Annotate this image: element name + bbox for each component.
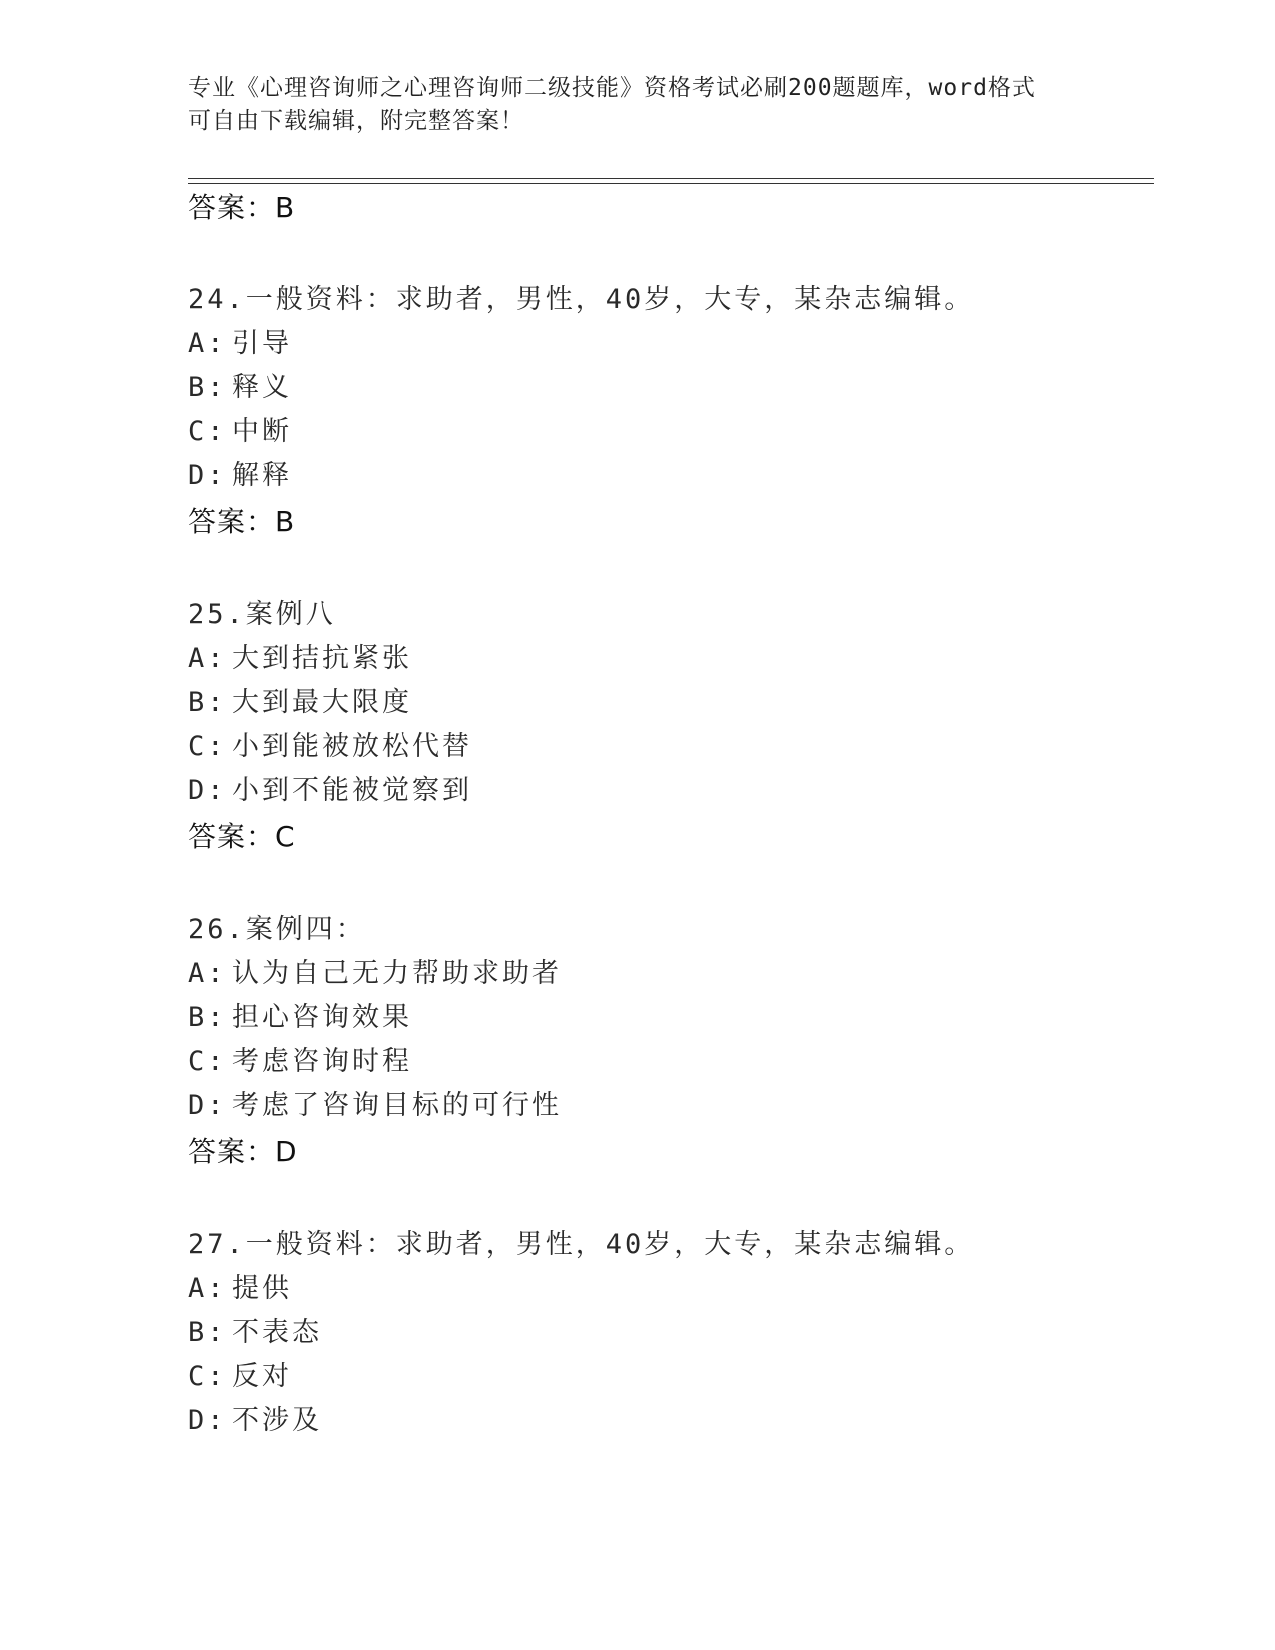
option-letter: C: (188, 1046, 227, 1077)
question-25-option-a (188, 641, 412, 677)
question-24-option-a (188, 326, 292, 362)
option-letter: B: (188, 372, 227, 403)
option-text: 考虑咨询时程 (232, 1046, 412, 1077)
header-line-2: 可自由下载编辑，附完整答案！ (188, 108, 524, 134)
option-letter: C: (188, 416, 227, 447)
question-26-option-b (188, 1000, 412, 1036)
option-letter: B: (188, 1002, 227, 1033)
option-letter: D: (188, 775, 227, 806)
question-26-option-a (188, 956, 562, 992)
question-25-option-d (188, 773, 472, 809)
option-text: 释义 (232, 372, 292, 403)
option-text: 大到最大限度 (232, 687, 412, 718)
option-text: 解释 (232, 460, 292, 491)
question-24-answer: 答案：B (188, 505, 296, 538)
question-26-stem: 26.案例四： (188, 914, 366, 945)
option-letter: B: (188, 1317, 227, 1348)
option-text: 提供 (232, 1273, 292, 1304)
option-text: 大到拮抗紧张 (232, 643, 412, 674)
option-text: 不表态 (232, 1317, 322, 1348)
question-25-option-c (188, 729, 472, 765)
question-24-stem: 24.一般资料：求助者，男性，40岁，大专，某杂志编辑。 (188, 284, 975, 315)
header-divider-bottom (188, 183, 1154, 184)
option-letter: A: (188, 958, 227, 989)
question-26-option-d (188, 1088, 562, 1124)
option-letter: B: (188, 687, 227, 718)
header-divider-top (188, 178, 1154, 179)
option-text: 担心咨询效果 (232, 1002, 412, 1033)
option-letter: C: (188, 1361, 227, 1392)
option-text: 中断 (232, 416, 292, 447)
question-25-stem: 25.案例八 (188, 599, 336, 630)
question-26-option-c (188, 1044, 412, 1080)
option-text: 引导 (232, 328, 292, 359)
question-26-answer: 答案：D (188, 1135, 298, 1168)
option-text: 小到能被放松代替 (232, 731, 472, 762)
question-27-stem: 27.一般资料：求助者，男性，40岁，大专，某杂志编辑。 (188, 1229, 975, 1260)
option-letter: C: (188, 731, 227, 762)
option-letter: D: (188, 460, 227, 491)
question-24-option-c (188, 414, 292, 450)
option-letter: A: (188, 1273, 227, 1304)
question-27-option-d (188, 1403, 322, 1439)
question-27-option-b (188, 1315, 322, 1351)
question-25-answer: 答案：C (188, 820, 296, 853)
option-letter: A: (188, 643, 227, 674)
question-24-option-b (188, 370, 292, 406)
previous-answer: 答案：B (188, 191, 296, 224)
question-27-option-c (188, 1359, 292, 1395)
option-letter: D: (188, 1090, 227, 1121)
document-header (188, 72, 1088, 138)
option-text: 不涉及 (232, 1405, 322, 1436)
option-text: 小到不能被觉察到 (232, 775, 472, 806)
option-text: 认为自己无力帮助求助者 (232, 958, 562, 989)
option-text: 反对 (232, 1361, 292, 1392)
header-line-1: 专业《心理咨询师之心理咨询师二级技能》资格考试必刷200题题库，word格式 (188, 75, 1036, 101)
question-27-option-a (188, 1271, 292, 1307)
question-24-option-d (188, 458, 292, 494)
question-25-option-b (188, 685, 412, 721)
option-text: 考虑了咨询目标的可行性 (232, 1090, 562, 1121)
option-letter: A: (188, 328, 227, 359)
option-letter: D: (188, 1405, 227, 1436)
